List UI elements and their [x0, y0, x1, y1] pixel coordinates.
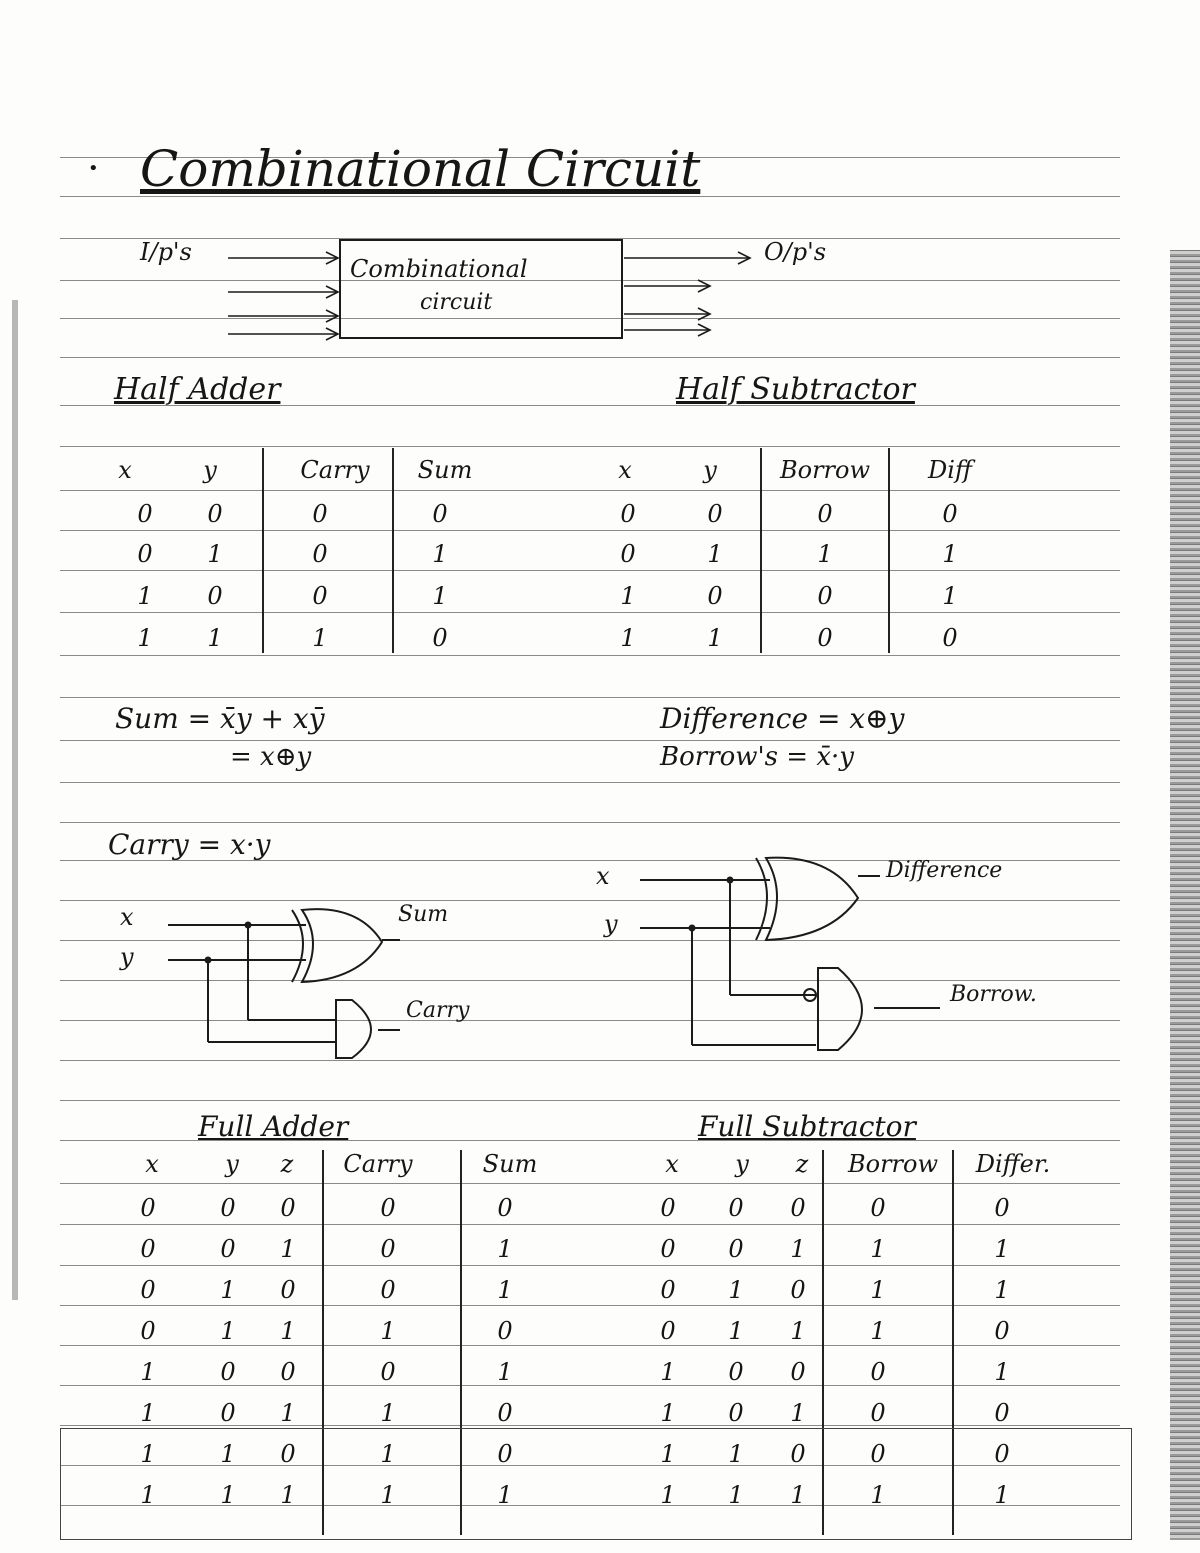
half-subtractor-circuit: [580, 840, 1100, 1060]
table-header: Diff: [928, 456, 972, 484]
table-cell: 0: [790, 1440, 806, 1468]
table-cell: 0: [817, 624, 833, 652]
table-cell: 1: [497, 1235, 513, 1263]
table-cell: 1: [870, 1481, 886, 1509]
table-cell: 0: [137, 540, 153, 568]
table-cell: 1: [660, 1399, 676, 1427]
table-cell: 1: [942, 582, 958, 610]
table-cell: 1: [728, 1440, 744, 1468]
table-header: Differ.: [975, 1150, 1051, 1178]
table-cell: 0: [817, 500, 833, 528]
table-cell: 0: [220, 1399, 236, 1427]
table-cell: 1: [790, 1317, 806, 1345]
table-cell: 0: [140, 1235, 156, 1263]
table-cell: 0: [140, 1194, 156, 1222]
table-cell: 1: [380, 1481, 396, 1509]
table-cell: 0: [497, 1317, 513, 1345]
bullet-icon: •: [88, 158, 99, 179]
table-cell: 0: [728, 1358, 744, 1386]
table-cell: 0: [380, 1276, 396, 1304]
table-cell: 1: [870, 1276, 886, 1304]
table-cell: 0: [280, 1194, 296, 1222]
table-cell: 1: [380, 1399, 396, 1427]
table-cell: 0: [994, 1317, 1010, 1345]
table-cell: 1: [497, 1358, 513, 1386]
table-cell: 1: [280, 1235, 296, 1263]
table-cell: 0: [790, 1358, 806, 1386]
table-cell: 1: [660, 1481, 676, 1509]
table-cell: 1: [707, 540, 723, 568]
table-cell: 1: [728, 1276, 744, 1304]
table-cell: 0: [140, 1276, 156, 1304]
table-cell: 0: [280, 1358, 296, 1386]
table-cell: 1: [790, 1481, 806, 1509]
half-adder-circuit: [110, 880, 530, 1060]
and-gate-icon: [818, 968, 862, 1050]
table-cell: 1: [620, 582, 636, 610]
table-cell: 1: [497, 1276, 513, 1304]
block-label-line2: circuit: [420, 290, 493, 315]
eq-carry: Carry = x·y: [108, 828, 271, 861]
table-cell: 1: [432, 540, 448, 568]
table-cell: 1: [380, 1440, 396, 1468]
table-cell: 0: [942, 624, 958, 652]
table-cell: 1: [140, 1358, 156, 1386]
table-cell: 0: [220, 1194, 236, 1222]
table-cell: 0: [660, 1276, 676, 1304]
table-cell: 0: [994, 1399, 1010, 1427]
table-header: Borrow: [847, 1150, 939, 1178]
table-cell: 0: [432, 500, 448, 528]
table-cell: 0: [994, 1194, 1010, 1222]
hs-input-x: x: [596, 862, 610, 890]
table-header: x: [618, 456, 632, 484]
table-cell: 0: [620, 500, 636, 528]
table-cell: 0: [660, 1194, 676, 1222]
table-header: x: [665, 1150, 679, 1178]
table-cell: 0: [312, 500, 328, 528]
block-label-line1: Combinational: [350, 255, 528, 283]
table-cell: 0: [870, 1194, 886, 1222]
table-cell: 1: [432, 582, 448, 610]
table-header: Sum: [417, 456, 473, 484]
table-cell: 0: [497, 1194, 513, 1222]
table-cell: 0: [870, 1358, 886, 1386]
table-cell: 0: [728, 1399, 744, 1427]
table-cell: 1: [137, 582, 153, 610]
table-cell: 1: [207, 540, 223, 568]
table-header: x: [118, 456, 132, 484]
table-cell: 0: [280, 1276, 296, 1304]
table-header: z: [280, 1150, 294, 1178]
table-cell: 0: [312, 582, 328, 610]
table-cell: 1: [994, 1235, 1010, 1263]
table-cell: 1: [728, 1317, 744, 1345]
table-header: y: [703, 456, 717, 484]
table-header: x: [145, 1150, 159, 1178]
table-cell: 1: [817, 540, 833, 568]
and-gate-icon: [336, 1000, 371, 1058]
table-cell: 0: [220, 1358, 236, 1386]
table-header: y: [735, 1150, 749, 1178]
table-header: Borrow: [779, 456, 871, 484]
table-cell: 1: [790, 1235, 806, 1263]
table-cell: 1: [707, 624, 723, 652]
eq-sum-1: Sum = x̄y + xȳ: [115, 702, 325, 735]
table-cell: 1: [870, 1235, 886, 1263]
table-header: Sum: [482, 1150, 538, 1178]
table-cell: 1: [660, 1358, 676, 1386]
table-cell: 0: [312, 540, 328, 568]
table-cell: 1: [280, 1399, 296, 1427]
table-cell: 0: [870, 1440, 886, 1468]
table-cell: 0: [994, 1440, 1010, 1468]
table-cell: 0: [380, 1194, 396, 1222]
hs-input-y: y: [604, 910, 618, 938]
table-cell: 1: [994, 1276, 1010, 1304]
table-cell: 1: [140, 1399, 156, 1427]
xor-gate-icon: [292, 910, 303, 982]
table-cell: 1: [280, 1481, 296, 1509]
table-cell: 1: [497, 1481, 513, 1509]
eq-sum-2: = x⊕y: [230, 742, 312, 772]
table-cell: 1: [220, 1276, 236, 1304]
right-scan-edge: [1170, 250, 1200, 1540]
table-cell: 1: [994, 1358, 1010, 1386]
page-title: Combinational Circuit: [140, 140, 701, 198]
half-subtractor-heading: Half Subtractor: [676, 372, 915, 407]
table-cell: 1: [220, 1481, 236, 1509]
table-cell: 1: [220, 1317, 236, 1345]
table-cell: 0: [207, 582, 223, 610]
table-cell: 0: [728, 1235, 744, 1263]
table-cell: 0: [817, 582, 833, 610]
table-cell: 1: [137, 624, 153, 652]
eq-borrow: Borrow's = x̄·y: [660, 742, 854, 772]
input-label: I/p's: [140, 238, 192, 266]
bottom-box-border: [60, 1428, 1132, 1540]
table-cell: 1: [994, 1481, 1010, 1509]
output-label: O/p's: [764, 238, 827, 266]
hs-output-difference: Difference: [886, 858, 1003, 883]
table-cell: 1: [280, 1317, 296, 1345]
full-adder-heading: Full Adder: [198, 1110, 349, 1143]
table-cell: 0: [497, 1399, 513, 1427]
ha-input-x: x: [120, 903, 134, 931]
table-cell: 0: [790, 1276, 806, 1304]
table-cell: 1: [380, 1317, 396, 1345]
table-cell: 1: [312, 624, 328, 652]
eq-difference: Difference = x⊕y: [660, 702, 905, 735]
table-cell: 1: [660, 1440, 676, 1468]
table-cell: 1: [207, 624, 223, 652]
table-header: z: [795, 1150, 809, 1178]
ha-output-sum: Sum: [398, 902, 449, 927]
table-header: Carry: [300, 456, 370, 484]
table-cell: 0: [280, 1440, 296, 1468]
table-cell: 0: [790, 1194, 806, 1222]
hs-output-borrow: Borrow.: [950, 982, 1037, 1007]
half-adder-heading: Half Adder: [114, 372, 281, 407]
table-cell: 0: [497, 1440, 513, 1468]
table-cell: 0: [220, 1235, 236, 1263]
table-cell: 0: [728, 1194, 744, 1222]
ha-output-carry: Carry: [406, 998, 470, 1023]
table-cell: 0: [137, 500, 153, 528]
table-cell: 1: [870, 1317, 886, 1345]
table-cell: 0: [380, 1235, 396, 1263]
table-cell: 0: [870, 1399, 886, 1427]
table-cell: 1: [728, 1481, 744, 1509]
table-cell: 0: [660, 1235, 676, 1263]
table-cell: 0: [432, 624, 448, 652]
table-header: Carry: [343, 1150, 413, 1178]
table-cell: 0: [707, 500, 723, 528]
table-cell: 0: [380, 1358, 396, 1386]
table-cell: 0: [942, 500, 958, 528]
left-scan-edge: [12, 300, 18, 1300]
ha-input-y: y: [120, 943, 134, 971]
table-cell: 0: [707, 582, 723, 610]
table-cell: 1: [620, 624, 636, 652]
table-cell: 1: [220, 1440, 236, 1468]
table-cell: 0: [660, 1317, 676, 1345]
table-header: y: [225, 1150, 239, 1178]
table-header: y: [203, 456, 217, 484]
table-cell: 0: [207, 500, 223, 528]
table-cell: 0: [140, 1317, 156, 1345]
table-cell: 1: [140, 1481, 156, 1509]
table-cell: 1: [140, 1440, 156, 1468]
table-cell: 1: [790, 1399, 806, 1427]
table-cell: 0: [620, 540, 636, 568]
full-subtractor-heading: Full Subtractor: [698, 1110, 916, 1143]
table-cell: 1: [942, 540, 958, 568]
